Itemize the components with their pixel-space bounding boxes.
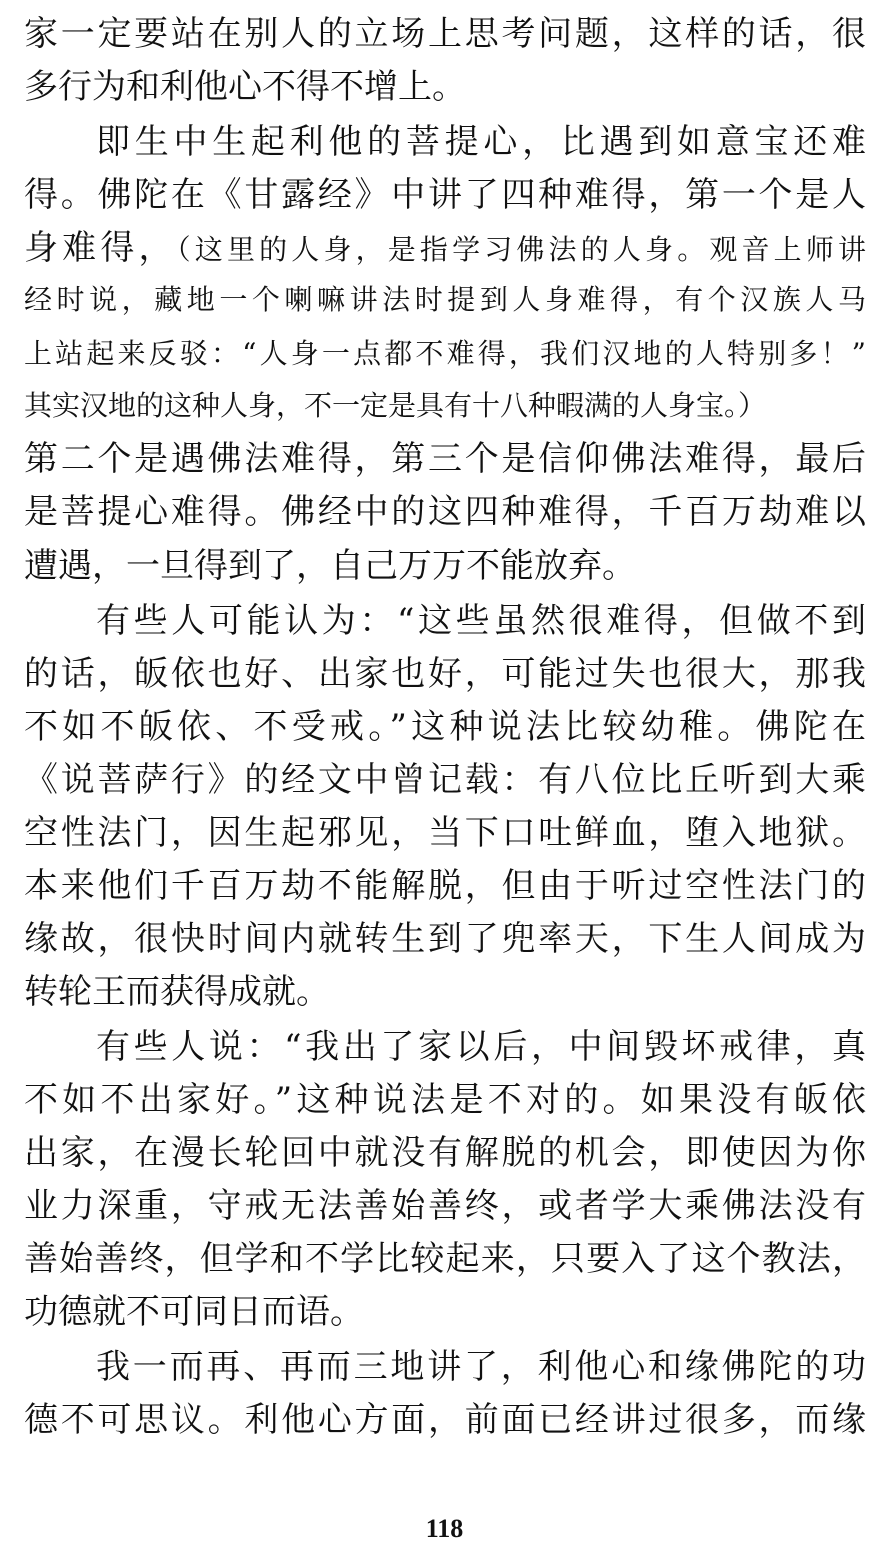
text-line: 善始善终，但学和不学比较起来，只要入了这个教法，: [24, 1239, 866, 1279]
text-line-note: 其实汉地的这种人身，不一定是具有十八种暇满的人身宝。）: [24, 389, 767, 422]
text-line: 出家，在漫长轮回中就没有解脱的机会，即使因为你: [24, 1133, 866, 1173]
text-line: 即生中生起利他的菩提心，比遇到如意宝还难: [96, 122, 866, 162]
text-line-note: 经时说，藏地一个喇嘛讲法时提到人身难得，有个汉族人马: [24, 283, 866, 316]
text-segment: 身难得，: [24, 228, 177, 268]
text-line: 第二个是遇佛法难得，第三个是信仰佛法难得，最后: [24, 439, 866, 479]
text-line: 空性法门，因生起邪见，当下口吐鲜血，堕入地狱。: [24, 813, 866, 853]
text-line: 不如不出家好。”这种说法是不对的。如果没有皈依: [24, 1080, 866, 1120]
text-line-note: 上站起来反驳：“人身一点都不难得，我们汉地的人特别多！”: [24, 337, 866, 370]
text-line: 不如不皈依、不受戒。”这种说法比较幼稚。佛陀在: [24, 707, 866, 747]
text-line: 有些人可能认为：“这些虽然很难得，但做不到: [96, 601, 866, 641]
text-line: 业力深重，守戒无法善始善终，或者学大乘佛法没有: [24, 1186, 866, 1226]
text-line: 我一而再、再而三地讲了，利他心和缘佛陀的功: [96, 1347, 866, 1387]
text-line: 多行为和利他心不得不增上。: [24, 67, 466, 107]
text-line: 转轮王而获得成就。: [24, 972, 330, 1012]
page-number: 118: [425, 1514, 464, 1543]
text-line: 是菩提心难得。佛经中的这四种难得，千百万劫难以: [24, 492, 866, 532]
text-segment-note: （这里的人身，是指学习佛法的人身。观音上师讲: [176, 233, 866, 266]
text-line: 德不可思议。利他心方面，前面已经讲过很多，而缘: [24, 1400, 866, 1440]
text-line: 家一定要站在别人的立场上思考问题，这样的话，很: [24, 14, 866, 54]
text-line: 功德就不可同日而语。: [24, 1292, 364, 1332]
text-line: 的话，皈依也好、出家也好，可能过失也很大，那我: [24, 654, 866, 694]
text-line: 有些人说：“我出了家以后，中间毁坏戒律，真: [96, 1027, 866, 1067]
text-line: 本来他们千百万劫不能解脱，但由于听过空性法门的: [24, 866, 866, 906]
text-line: 遭遇，一旦得到了，自己万万不能放弃。: [24, 546, 636, 586]
text-line: 《说菩萨行》的经文中曾记载：有八位比丘听到大乘: [24, 760, 866, 800]
text-line: 得。佛陀在《甘露经》中讲了四种难得，第一个是人: [24, 175, 866, 215]
text-line-mixed: [24, 228, 866, 268]
text-line: 缘故，很快时间内就转生到了兜率天，下生人间成为: [24, 919, 866, 959]
